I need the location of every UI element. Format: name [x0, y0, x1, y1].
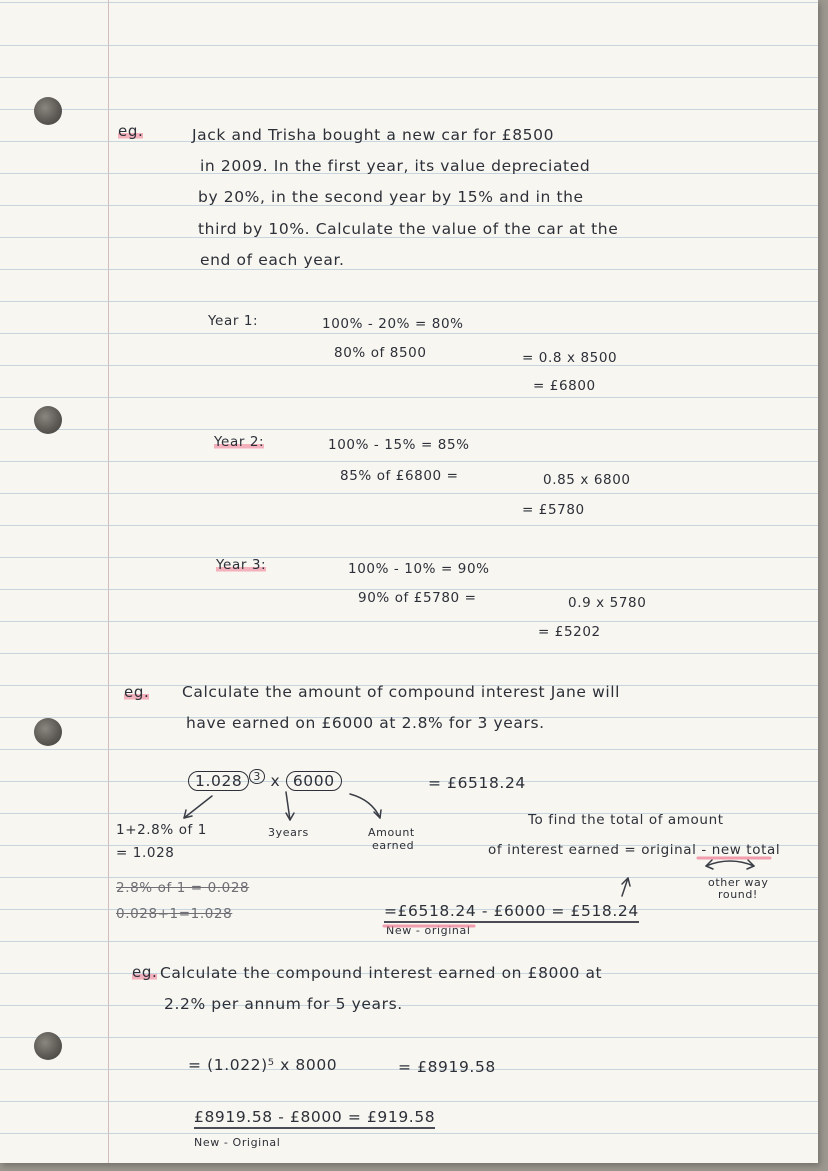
- year-label: Year 3:: [216, 557, 267, 573]
- example-marker: eg.: [132, 963, 158, 981]
- tip-text: To find the total of amount: [528, 812, 724, 828]
- working-result: = £5780: [522, 502, 585, 518]
- tip-text: of interest earned = original - new total: [488, 842, 781, 858]
- question-line: third by 10%. Calculate the value of the car at the: [198, 220, 619, 238]
- annotation-text: Amount: [368, 826, 415, 839]
- working-step: 90% of £5780 =: [358, 590, 477, 606]
- compound-result: = £6518.24: [428, 774, 526, 792]
- swap-arrow: [706, 861, 754, 866]
- question-line: Jack and Trisha bought a new car for £8500: [192, 126, 555, 144]
- annotation-text: = 1.028: [116, 845, 175, 861]
- compound-calculation: = (1.022)⁵ x 8000: [188, 1056, 338, 1074]
- question-line: Calculate the compound interest earned on £8000 at: [160, 964, 603, 982]
- principal-value: 6000: [286, 771, 342, 791]
- working-step: 100% - 10% = 90%: [348, 561, 490, 577]
- question-line: in 2009. In the first year, its value depreciated: [200, 157, 591, 175]
- question-line: 2.2% per annum for 5 years.: [164, 995, 403, 1013]
- question-line: end of each year.: [200, 251, 345, 269]
- arrow-to-multiplier-note: [184, 796, 212, 818]
- interest-calculation-text: =£6518.24 - £6000 = £518.24: [384, 902, 639, 923]
- working-step: 0.9 x 5780: [568, 595, 647, 611]
- working-step: = 0.8 x 8500: [522, 350, 618, 366]
- annotation-text: 3years: [268, 826, 309, 839]
- annotation-text: earned: [372, 839, 415, 852]
- working-step: 85% of £6800 =: [340, 468, 459, 484]
- tip-text: other way: [708, 876, 769, 889]
- compound-result: = £8919.58: [398, 1058, 496, 1076]
- question-line: Calculate the amount of compound interest Jane will: [182, 683, 621, 701]
- crossed-out-working: 2.8% of 1 = 0.028: [116, 880, 250, 896]
- example-marker: eg.: [124, 683, 150, 701]
- example-marker: eg.: [118, 122, 144, 140]
- working-step: 100% - 20% = 80%: [322, 316, 464, 332]
- tip-text: round!: [718, 888, 758, 901]
- working-result: = £5202: [538, 624, 601, 640]
- working-result: = £6800: [533, 378, 596, 394]
- multiplier-value: 1.028: [188, 771, 249, 791]
- calculation-note: New - original: [386, 924, 471, 937]
- working-step: 80% of 8500: [334, 345, 427, 361]
- times-sign: x: [270, 772, 281, 791]
- crossed-out-working: 0.028+1=1.028: [116, 906, 233, 922]
- annotation-text: 1+2.8% of 1: [116, 822, 207, 838]
- question-line: have earned on £6000 at 2.8% for 3 years.: [186, 714, 545, 732]
- question-line: by 20%, in the second year by 15% and in the: [198, 188, 584, 206]
- interest-calculation-text: £8919.58 - £8000 = £919.58: [194, 1108, 435, 1129]
- working-step: 100% - 15% = 85%: [328, 437, 470, 453]
- year-label: Year 1:: [208, 313, 259, 329]
- calculation-note: New - Original: [194, 1136, 281, 1149]
- year-label: Year 2:: [214, 434, 265, 450]
- power-value: 3: [249, 769, 265, 784]
- working-step: 0.85 x 6800: [543, 472, 631, 488]
